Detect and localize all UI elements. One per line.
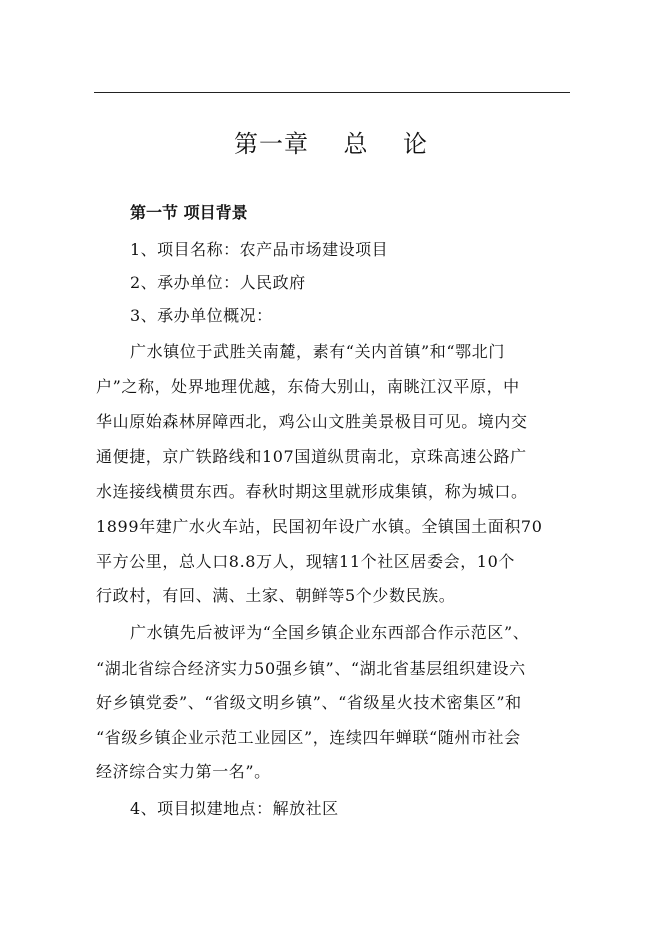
item-project-location: 4、项目拟建地点：解放社区 bbox=[130, 799, 339, 818]
paragraph1-line: 华山原始森林屏障西北，鸡公山文胜美景极目可见。境内交 bbox=[96, 412, 528, 431]
paragraph1-line: 行政村，有回、满、土家、朝鲜等5个少数民族。 bbox=[96, 586, 456, 605]
item-unit-overview: 3、承办单位概况： bbox=[130, 306, 273, 325]
paragraph1-line: 广水镇位于武胜关南麓，素有“关内首镇”和“鄂北门 bbox=[130, 342, 505, 361]
paragraph2-line: 好乡镇党委”、“省级文明乡镇”、“省级星火技术密集区”和 bbox=[96, 693, 522, 712]
paragraph1-line: 1899年建广水火车站，民国初年设广水镇。全镇国土面积70 bbox=[96, 517, 543, 536]
item-undertaking-unit: 2、承办单位：人民政府 bbox=[130, 273, 306, 292]
item-project-name: 1、项目名称：农产品市场建设项目 bbox=[130, 240, 389, 259]
section-title: 第一节 项目背景 bbox=[130, 203, 248, 222]
paragraph2-line: “湖北省综合经济实力50强乡镇”、“湖北省基层组织建设六 bbox=[96, 659, 526, 678]
paragraph2-line: 广水镇先后被评为“全国乡镇企业东西部合作示范区”、 bbox=[130, 623, 530, 642]
paragraph1-line: 水连接线横贯东西。春秋时期这里就形成集镇，称为城口。 bbox=[96, 482, 528, 501]
chapter-title: 第一章 总 论 bbox=[233, 130, 429, 158]
paragraph1-line: 平方公里，总人口8.8万人，现辖11个社区居委会，10个 bbox=[96, 552, 515, 571]
paragraph1-line: 通便捷，京广铁路线和107国道纵贯南北，京珠高速公路广 bbox=[96, 447, 527, 466]
paragraph2-line: 经济综合实力第一名”。 bbox=[96, 762, 271, 781]
paragraph1-line: 户”之称，处界地理优越，东倚大别山，南眺江汉平原，中 bbox=[96, 377, 520, 396]
paragraph2-line: “省级乡镇企业示范工业园区”，连续四年蝉联“随州市社会 bbox=[96, 728, 521, 747]
header-rule bbox=[94, 92, 570, 93]
